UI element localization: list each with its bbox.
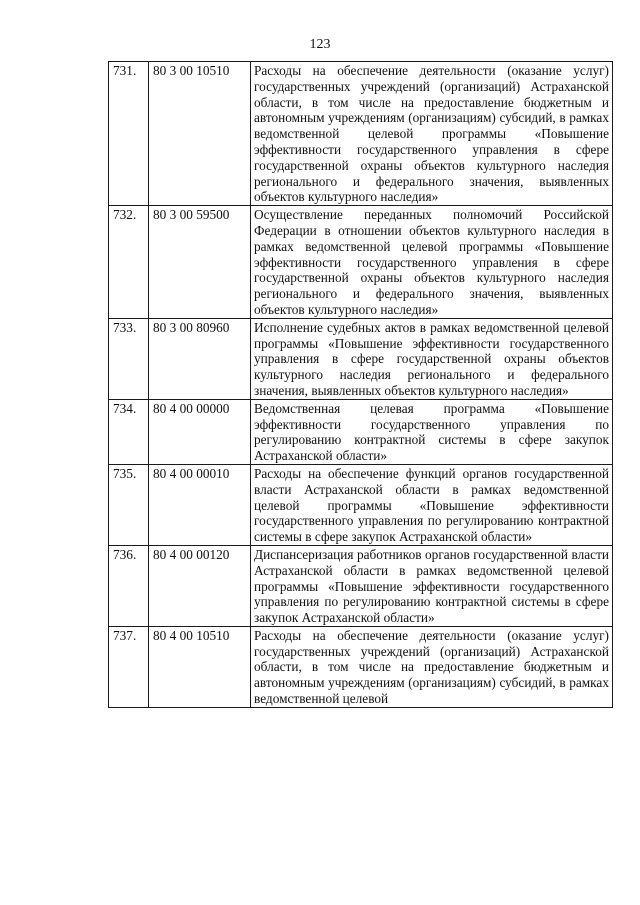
row-description: Осуществление переданных полномочий Российской Федерации в отношении объектов культурного наследия в рамках ведомственной целевой программы «Повышение эффективности государственного управления в сфере государственной охраны объектов культурного наследия регионального и федерального значения, выявленных объектов культурного наследия» (251, 206, 613, 319)
table-row (109, 399, 613, 464)
budget-code: 80 4 00 00120 (149, 545, 251, 626)
table-row (109, 545, 613, 626)
row-description: Расходы на обеспечение деятельности (оказание услуг) государственных учреждений (организаций) Астраханской области, в том числе на предоставление бюджетным и автономным учреждениям (организациям) субсидий, в рамках ведомственной целевой программы «Повышение эффективности государственного управления в сфере государственной охраны объектов культурного наследия регионального и федерального значения, выявленных объектов культурного наследия» (251, 62, 613, 206)
row-description: Исполнение судебных актов в рамках ведомственной целевой программы «Повышение эффективности государственного управления в сфере государственной охраны объектов культурного наследия регионального и федерального значения, выявленных объектов культурного наследия» (251, 318, 613, 399)
row-number: 736. (109, 545, 149, 626)
table-row (109, 62, 613, 206)
row-description: Расходы на обеспечение деятельности (оказание услуг) государственных учреждений (организаций) Астраханской области, в том числе на предоставление бюджетным и автономным учреждениям (организациям) субсидий, в рамках ведомственной целевой (251, 626, 613, 707)
budget-code: 80 3 00 80960 (149, 318, 251, 399)
row-description: Ведомственная целевая программа «Повышение эффективности государственного управления по регулированию контрактной системы в сфере закупок Астраханской области» (251, 399, 613, 464)
budget-code: 80 3 00 10510 (149, 62, 251, 206)
budget-code: 80 4 00 00000 (149, 399, 251, 464)
row-number: 733. (109, 318, 149, 399)
page-number: 123 (309, 37, 331, 52)
table-row (109, 626, 613, 707)
budget-code: 80 3 00 59500 (149, 206, 251, 319)
table-row (109, 464, 613, 545)
row-number: 731. (109, 62, 149, 206)
budget-code: 80 4 00 10510 (149, 626, 251, 707)
row-number: 734. (109, 399, 149, 464)
row-number: 735. (109, 464, 149, 545)
budget-codes-table (108, 61, 613, 708)
row-number: 737. (109, 626, 149, 707)
budget-code: 80 4 00 00010 (149, 464, 251, 545)
row-description: Расходы на обеспечение функций органов государственной власти Астраханской области в рамках ведомственной целевой программы «Повышение эффективности государственного управления по регулированию контрактной системы в сфере закупок Астраханской области» (251, 464, 613, 545)
row-number: 732. (109, 206, 149, 319)
table-row (109, 318, 613, 399)
table-row (109, 206, 613, 319)
row-description: Диспансеризация работников органов государственной власти Астраханской области в рамках ведомственной целевой программы «Повышение эффективности государственного управления по регулированию контрактной системы в сфере закупок Астраханской области» (251, 545, 613, 626)
